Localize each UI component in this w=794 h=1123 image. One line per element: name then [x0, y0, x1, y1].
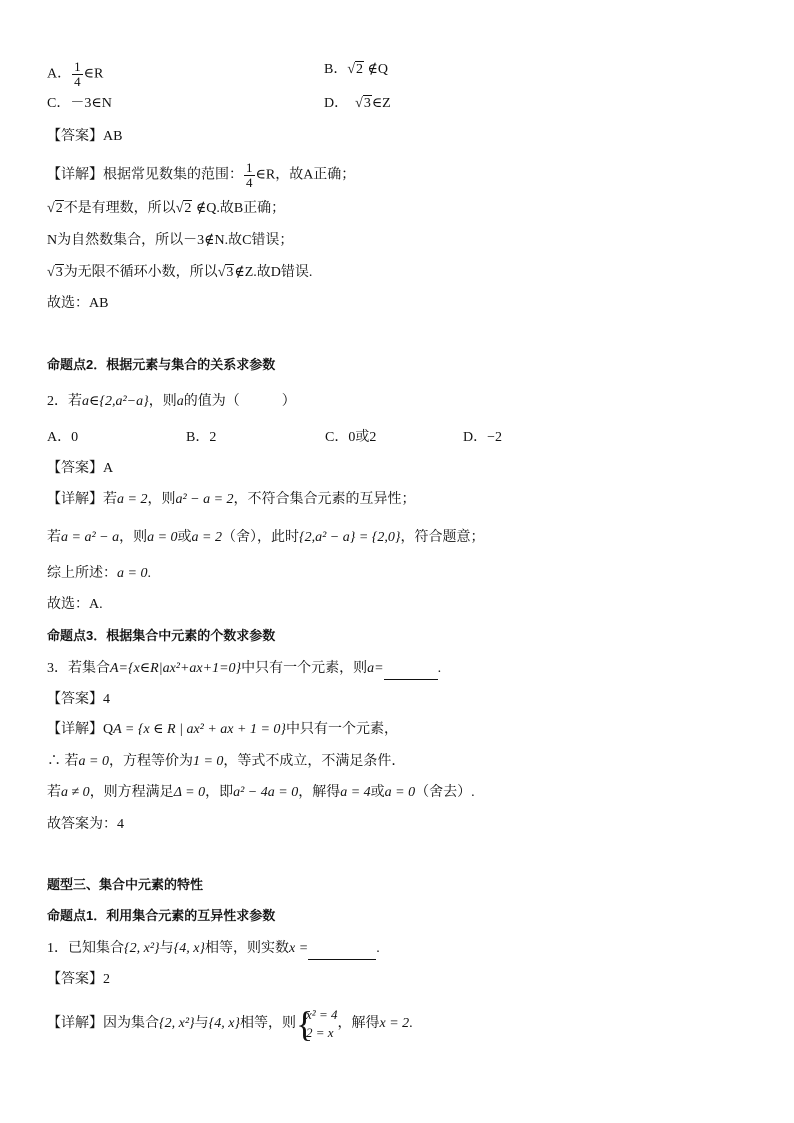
q1-detail-a: 【详解】根据常见数集的范围： $\frac{1}{4}$ ∈R，故A正确； — [47, 160, 356, 190]
equation-system: { x² = 4 2 = x — [296, 1004, 338, 1044]
q1-detail-d: √3为无限不循环小数，所以√3∉Z.故D错误. — [47, 263, 312, 283]
q1-option-c: C．－3∈N — [47, 96, 112, 111]
q3-answer: 【答案】4 — [47, 692, 110, 707]
s3-q1-detail: 【详解】因为集合{2, x²}与{4, x}相等，则 { x² = 4 2 = x ，解得x = 2. — [47, 1004, 413, 1044]
sqrt: 2 — [55, 201, 63, 216]
q1-option-a: A． $\frac{1}{4}$ ∈R — [47, 59, 104, 89]
q1-option-d: D． √3∈Z — [324, 94, 391, 114]
answer-blank[interactable] — [308, 939, 376, 960]
answer-blank[interactable] — [384, 659, 438, 680]
q3-final: 故答案为：4 — [47, 817, 124, 832]
point3-heading: 命题点3．根据集合中元素的个数求参数 — [47, 628, 276, 643]
q3-detail-2: ∴ 若a = 0，方程等价为1 = 0，等式不成立，不满足条件． — [47, 754, 406, 769]
q2-option-a: A．0 — [47, 430, 79, 445]
q2-option-d: D．−2 — [463, 430, 503, 445]
q2-detail-3: 综上所述：a = 0. — [47, 566, 151, 581]
q1-detail-b: √2不是有理数，所以√2 ∉Q.故B正确； — [47, 199, 285, 219]
s3-q1-answer: 【答案】2 — [47, 972, 110, 987]
sqrt: 2 — [356, 62, 364, 77]
fraction: $\frac{1}{4}$ — [246, 160, 253, 190]
q2-stem: 2．若a∈{2,a²−a}，则a的值为（ ） — [47, 394, 296, 409]
q3-stem: 3．若集合A={x∈R|ax²+ax+1=0}中只有一个元素，则a= . — [47, 659, 441, 680]
sqrt: 3 — [363, 96, 371, 111]
sqrt: 3 — [226, 265, 234, 280]
point2-heading: 命题点2．根据元素与集合的关系求参数 — [47, 357, 276, 372]
section3-heading: 题型三、集合中元素的特性 — [47, 877, 204, 892]
q1-detail-c: N为自然数集合，所以－3∉N.故C错误； — [47, 233, 294, 248]
math: A={x∈R|ax²+ax+1=0} — [110, 661, 242, 676]
s3-q1-stem: 1．已知集合{2, x²}与{4, x}相等，则实数x = . — [47, 939, 380, 960]
q3-detail-1: 【详解】QA = {x ∈ R | ax² + ax + 1 = 0}中只有一个元素， — [47, 722, 399, 737]
math: a∈{2,a²−a} — [82, 394, 149, 409]
q2-option-c: C．0或2 — [325, 430, 377, 445]
section3-point1-heading: 命题点1．利用集合元素的互异性求参数 — [47, 908, 276, 923]
q1-option-b: B．√2 ∉Q — [324, 60, 388, 80]
q2-detail-2: 若a = a² − a，则a = 0或a = 2（舍），此时{2,a² − a} = {2,0}，符合题意； — [47, 530, 485, 545]
fraction: $\frac{1}{4}$ — [74, 59, 81, 89]
q1-answer: 【答案】AB — [47, 129, 123, 144]
q1-choose: 故选：AB — [47, 296, 109, 311]
q2-choose: 故选：A. — [47, 597, 103, 612]
sqrt: 3 — [55, 265, 63, 280]
q2-detail-1: 【详解】若a = 2，则a² − a = 2，不符合集合元素的互异性； — [47, 492, 416, 507]
q2-answer: 【答案】A — [47, 461, 114, 476]
sqrt: 2 — [184, 201, 192, 216]
q3-detail-3: 若a ≠ 0，则方程满足Δ = 0，即a² − 4a = 0，解得a = 4或a = 0（舍去）. — [47, 785, 475, 800]
brace-icon: { — [296, 1004, 314, 1044]
q2-option-b: B．2 — [186, 430, 217, 445]
